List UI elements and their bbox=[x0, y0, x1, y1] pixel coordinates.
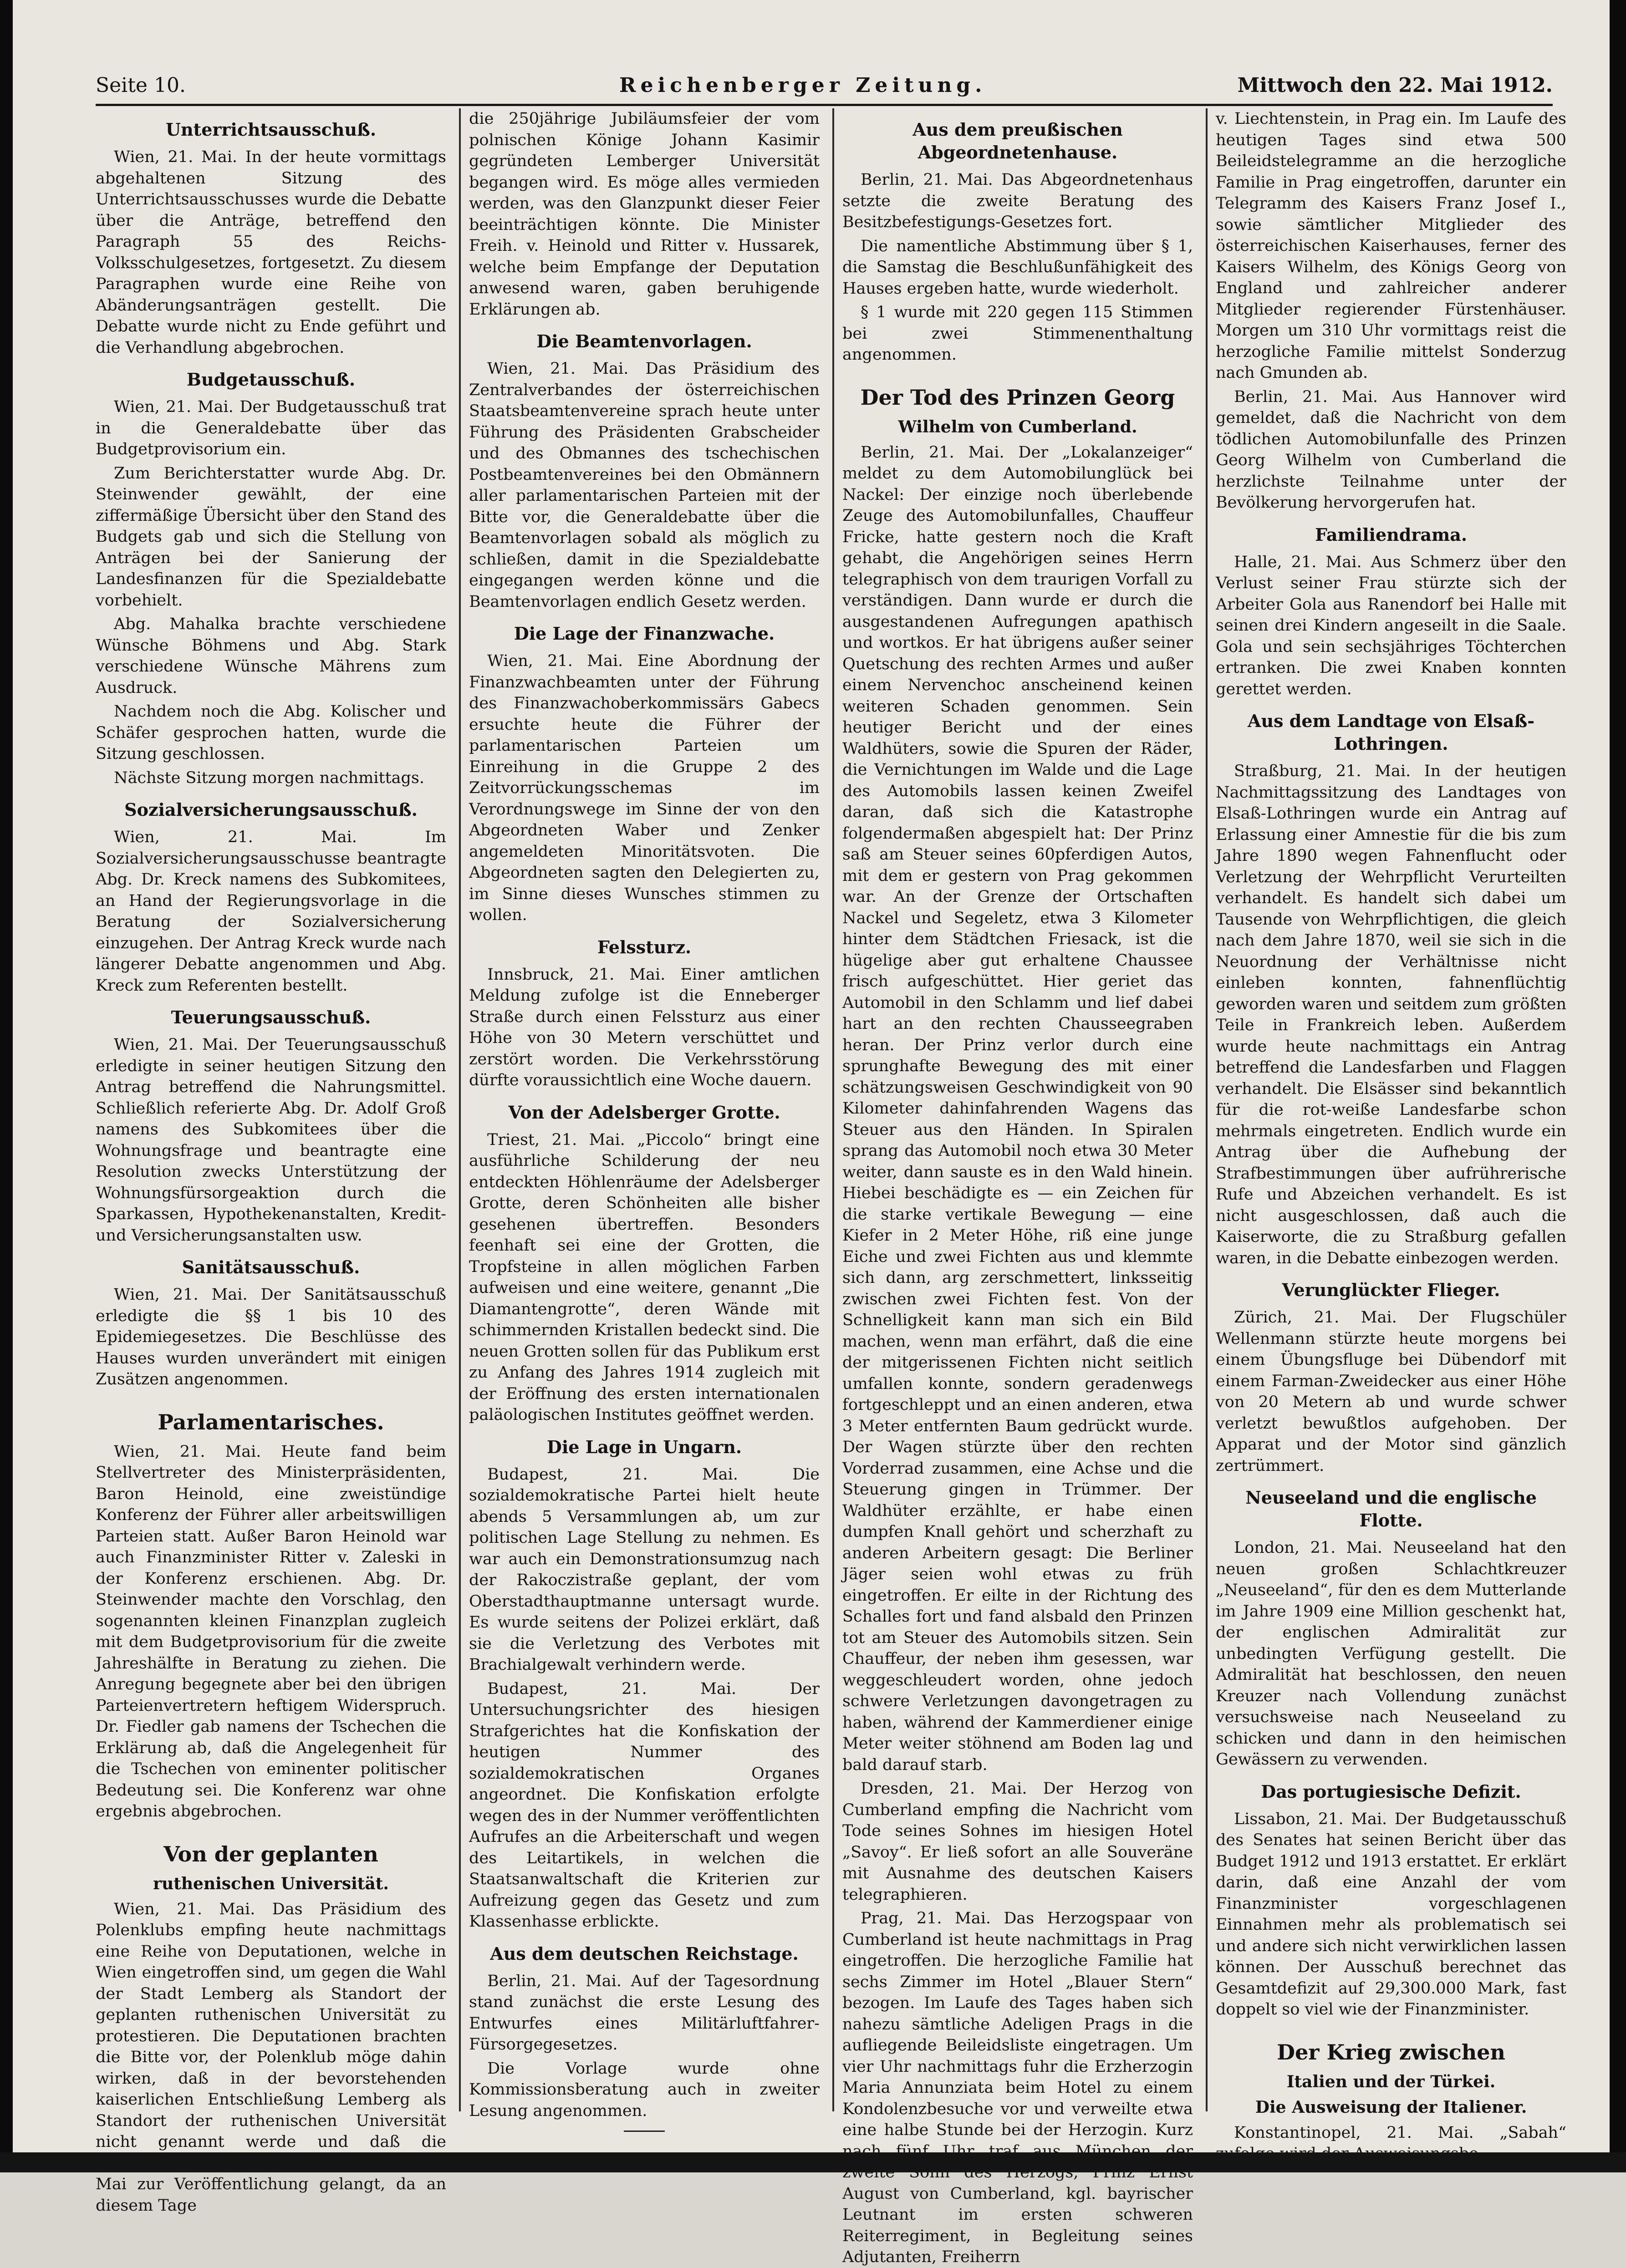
article-text: Nächste Sitzung morgen nachmittags. bbox=[114, 768, 424, 787]
column-rule bbox=[832, 108, 834, 2111]
article-text: Prag, 21. Mai. Das Herzogspaar von Cumberland ist heute nachmittags in Prag eingetroffen. Die herzogliche Familie hat sechs Zimmer im Hotel „Blauer Stern“ bezogen. Im Laufe des Tages haben sich nahezu sämtliche Adeligen Prags in die aufliegende Beileidsliste eingetragen. Um vier Uhr nachmittags fuhr die Erzherzogin Maria Annunziata beim Hotel zu einem Kondolenzbesuche vor und verweilte etwa eine halbe Stunde bei der Herzogin. Kurz nach fünf Uhr traf aus München der zweite Sohn des Herzogs, Prinz Ernst August von Cumberland, kgl. bayrischer Leutnant im ersten schweren Reiterregiment, in Begleitung seines Adjutanten, Freiherrn bbox=[842, 1909, 1193, 2266]
headline: Neuseeland und die englische Flotte. bbox=[1245, 1487, 1537, 1531]
article-text: Berlin, 21. Mai. Auf der Tagesordnung stand zunächst die erste Lesung des Entwurfes eines Militärluftfahrer-Fürsorgegesetzes. bbox=[469, 1972, 820, 2054]
article-text: Die Vorlage wurde ohne Kommissionsberatung auch in zweiter Lesung angenommen. bbox=[469, 2059, 820, 2120]
article-text: Budapest, 21. Mai. Der Untersuchungsrichter des hiesigen Strafgerichtes hat die Konfiskation der heutigen Nummer des sozialdemokratischen Organes angeordnet. Die Konfiskation erfolgte wegen des in der Nummer veröffentlichten Aufrufes an die Arbeiterschaft und wegen des Leitartikels, in welchen die Staatsanwaltschaft die Kriterien zur Aufreizung gegen das Gesetz und zum Klassenhasse erblickte. bbox=[469, 1679, 820, 1931]
article-text: Triest, 21. Mai. „Piccolo“ bringt eine ausführliche Schilderung der neu entdeckten Höhlenräume der Adelsberger Grotte, deren Schönheiten alle bisher gesehenen übertreffen. Besonders feenhaft sei eine der Grotten, die Tropfsteine in allen möglichen Farben aufweisen und eine weitere, genannt „Die Diamantengrotte“, deren Wände mit schimmernden Kristallen bedeckt sind. Die neuen Grotten sollen für das Publikum erst zu Anfang des Jahres 1914 zugleich mit der Eröffnung des ersten internationalen paläologischen Institutes geöffnet werden. bbox=[469, 1130, 820, 1424]
headline: Aus dem preußischen Abgeordnetenhause. bbox=[912, 119, 1123, 163]
scan-border-right bbox=[1610, 0, 1626, 2172]
article-text: Wien, 21. Mai. Der Teuerungsausschuß erledigte in seiner heutigen Sitzung den Antrag betreffend die Nahrungsmittel. Schließlich referierte Abg. Dr. Adolf Groß namens des Subkomitees über die Wohnungsfrage und beantragte eine Resolution zwecks Unterstützung der Wohnungsfürsorgeaktion durch die Sparkassen, Hypothekenanstalten, Kredit- und Versicherungsanstalten usw. bbox=[96, 1036, 446, 1245]
headline: Der Krieg zwischen bbox=[1277, 2039, 1505, 2065]
column-rule bbox=[459, 108, 461, 2111]
article-text: § 1 wurde mit 220 gegen 115 Stimmen bei zwei Stimmenenthaltung angenommen. bbox=[842, 303, 1193, 364]
headline: Verunglückter Flieger. bbox=[1282, 1280, 1500, 1300]
headline-line-2: Wilhelm von Cumberland. bbox=[898, 417, 1137, 437]
separator bbox=[624, 2131, 665, 2132]
article-text: Wien, 21. Mai. Das Präsidium des Polenklubs empfing heute nachmittags eine Reihe von Deputationen, welche in Wien eingetroffen sind, um gegen die Wahl der Stadt Lemberg als Standort der geplanten ruthenischen Universität zu protestieren. Die Deputationen brachten die Bitte vor, der Polenklub möge dahin wirken, daß in der bevorstehenden kaiserlichen Entschließung Lemberg als Standort der ruthenischen Universität nicht genannt werde und daß die kaiserliche Verordnung nicht vor dem 29. Mai zur Veröffentlichung gelangt, da an diesem Tage bbox=[96, 1900, 446, 2215]
column-2 bbox=[469, 108, 820, 2125]
article-text: Berlin, 21. Mai. Aus Hannover wird gemeldet, daß die Nachricht von dem tödlichen Automobilunfalle des Prinzen Georg Wilhelm von Cumberland die herzlichste Teilnahme unter der Bevölkerung hervorgerufen hat. bbox=[1216, 387, 1566, 512]
headline: Die Lage in Ungarn. bbox=[546, 1436, 742, 1457]
article-text: Wien, 21. Mai. Der Sanitätsausschuß erledigte die §§ 1 bis 10 des Epidemiegesetzes. Die Beschlüsse des Hauses wurden unverändert mit einigen Zusätzen angenommen. bbox=[96, 1286, 446, 1388]
article-text: Wien, 21. Mai. Heute fand beim Stellvertreter des Ministerpräsidenten, Baron Heinold, eine zweistündige Konferenz der Führer aller arbeitswilligen Parteien statt. Außer Baron Heinold war auch Finanzminister Ritter v. Zaleski in der Konferenz erschienen. Abg. Dr. Steinwender machte den Vorschlag, den sogenannten kleinen Finanzplan zugleich mit dem Budgetprovisorium für die zweite Jahreshälfte in Beratung zu ziehen. Die Anregung begegnete aber bei den übrigen Parteienvertretern heftigem Widerspruch. Dr. Fiedler gab namens der Tschechen die Erklärung ab, daß die Angelegenheit für die Tschechen von eminenter politischer Bedeutung sei. Die Konferenz war ohne ergebnis abgebrochen. bbox=[96, 1442, 446, 1821]
scan-border-left bbox=[0, 0, 13, 2172]
article-text: Berlin, 21. Mai. Das Abgeordnetenhaus setzte die zweite Beratung des Besitzbefestigungs-Gesetzes fort. bbox=[842, 171, 1193, 231]
article-text: Straßburg, 21. Mai. In der heutigen Nachmittagssitzung des Landtages von Elsaß-Lothringen wurde ein Antrag auf Erlassung einer Amnestie für die bis zum Jahre 1890 wegen Fahnenflucht oder Verletzung der Wehrpflicht Verurteilten verhandelt. Es handelt sich dabei um Tausende von Wehrpflichtigen, die gleich nach dem Jahre 1870, weil sie sich in die Neuordnung der Verhältnisse nicht einleben konnten, fahnenflüchtig geworden waren und seitdem zum größten Teile in Frankreich leben. Außerdem wurde heute nachmittags ein Antrag betreffend die Landesfarben und Flaggen verhandelt. Die Elsässer sind bekanntlich für die rot-weiße Landesfarbe schon mehrmals eingetreten. Endlich wurde ein Antrag über die Aufhebung der Strafbestimmungen über aufrührerische Rufe und Abzeichen verhandelt. Es ist nicht ausgeschlossen, daß auch die Kaiserworte, die zu Straßburg gefallen waren, in die Debatte einbezogen werden. bbox=[1216, 762, 1566, 1267]
headline: Die Beamtenvorlagen. bbox=[536, 331, 752, 351]
headline: Teuerungsausschuß. bbox=[171, 1007, 371, 1027]
article-text: London, 21. Mai. Neuseeland hat den neuen großen Schlachtkreuzer „Neuseeland“, für den es dem Mutterlande im Jahre 1909 eine Million geschenkt hat, der englischen Admiralität zur unbedingten Verfügung gestellt. Die Admiralität hat beschlossen, den neuen Kreuzer nach Vollendung zunächst versuchsweise nach Neuseeland zu schicken und dann in den heimischen Gewässern zu verwenden. bbox=[1216, 1539, 1566, 1769]
article-text: Konstantinopel, 21. Mai. „Sabah“ zufolge wird der Ausweisungsbe- bbox=[1216, 2123, 1566, 2163]
headline: Die Lage der Finanzwache. bbox=[514, 623, 775, 644]
article-text: Lissabon, 21. Mai. Der Budgetausschuß des Senates hat seinen Bericht über das Budget 1912 und 1913 erstattet. Er erklärt darin, daß eine Anzahl der vom Finanzminister vorgeschlagenen Einnahmen mehr als problematisch sei und andere sich nicht verwirklichen lassen können. Der Ausschuß berechnet das Gesamtdefizit auf 29,300.000 Mark, fast doppelt so viel wie der Finanzminister. bbox=[1216, 1810, 1566, 2019]
article-text: Innsbruck, 21. Mai. Einer amtlichen Meldung zufolge ist die Enneberger Straße durch einen Felssturz aus einer Höhe von 30 Metern verschüttet und zerstört worden. Die Verkehrsstörung dürfte voraussichtlich eine Woche dauern. bbox=[469, 965, 820, 1089]
headline: Parlamentarisches. bbox=[158, 1409, 384, 1434]
headline: Von der Adelsberger Grotte. bbox=[508, 1102, 780, 1123]
subheadline: Die Ausweisung der Italiener. bbox=[1255, 2097, 1527, 2117]
page-header bbox=[96, 67, 1553, 106]
article-text: Wien, 21. Mai. Im Sozialversicherungsausschusse beantragte Abg. Dr. Kreck namens des Subkomitees, an Hand der Regierungsvorlage in die Beratung der Sozialversicherung einzugehen. Der Antrag Kreck wurde nach längerer Debatte angenommen und Abg. Kreck zum Referenten bestellt. bbox=[96, 828, 446, 995]
article-text: Abg. Mahalka brachte verschiedene Wünsche Böhmens und Abg. Stark verschiedene Wünsche Mährens zum Ausdruck. bbox=[96, 615, 446, 697]
headline: Budgetausschuß. bbox=[186, 369, 356, 390]
article-text: Wien, 21. Mai. Eine Abordnung der Finanzwachbeamten unter der Führung des Finanzwachoberkommissärs Gabecs ersuchte heute die Führer der parlamentarischen Parteien um Einreihung in die Gruppe 2 des Zeitvorrückungsschemas im Verordnungswege im Sinne der von den Abgeordneten Waber und Zenker angemeldeten Minoritätsvoten. Die Abgeordneten sagten den Delegierten zu, im Sinne dieses Wunsches stimmen zu wollen. bbox=[469, 652, 820, 924]
headline: Familiendrama. bbox=[1315, 524, 1468, 545]
article-text: Wien, 21. Mai. Das Präsidium des Zentralverbandes der österreichischen Staatsbeamtenvereine sprach heute unter Führung des Präsidenten Grabscheider und des Obmannes des tschechischen Postbeamtenvereines bei den Obmännern aller parlamentarischen Parteien mit der Bitte vor, die Generaldebatte über die Beamtenvorlagen sobald als möglich zu schließen, damit in die Spezialdebatte eingegangen werden könne und die Beamtenvorlagen endlich Gesetz werden. bbox=[469, 360, 820, 611]
article-text: Die namentliche Abstimmung über § 1, die Samstag die Beschlußunfähigkeit des Hauses ergeben hatte, wurde wiederholt. bbox=[842, 237, 1193, 298]
headline: Sozialversicherungsausschuß. bbox=[124, 799, 418, 820]
headline: Aus dem deutschen Reichstage. bbox=[490, 1943, 799, 1964]
newspaper-title: Reichenberger Zeitung. bbox=[619, 74, 987, 97]
article-text: Dresden, 21. Mai. Der Herzog von Cumberland empfing die Nachricht vom Tode seines Sohnes im hiesigen Hotel „Savoy“. Er ließ sofort an alle Souveräne mit Ausnahme des deutschen Kaisers telegraphieren. bbox=[842, 1780, 1193, 1904]
article-text: Budapest, 21. Mai. Die sozialdemokratische Partei hielt heute abends 5 Versammlungen ab, um zur politischen Lage Stellung zu nehmen. Es war auch ein Demonstrationsumzug nach der Rakoczistraße geplant, der vom Oberstadthauptmanne untersagt wurde. Es wurde seitens der Polizei erklärt, daß sie die Verletzung des Verbotes mit Brachialgewalt verhindern werde. bbox=[469, 1465, 820, 1674]
page-number: Seite 10. bbox=[96, 74, 186, 97]
column-1 bbox=[96, 108, 446, 2215]
article-text: v. Liechtenstein, in Prag ein. Im Laufe des heutigen Tages sind etwa 500 Beileidstelegramme an die herzogliche Familie in Prag eingetroffen, darunter ein Telegramm des Kaisers Franz Josef I., sowie sämtlicher Mitglieder des österreichischen Kaiserhauses, ferner des Kaisers Wilhelm, des Königs Georg von England und zahlreicher anderer Mitglieder regierender Fürstenhäuser. Morgen um 310 Uhr vormittags reist die herzogliche Familie mittelst Sonderzug nach Gmunden ab. bbox=[1216, 110, 1566, 382]
headline: Unterrichtsausschuß. bbox=[165, 119, 377, 140]
column-rule bbox=[1206, 108, 1208, 2111]
issue-date: Mittwoch den 22. Mai 1912. bbox=[1237, 74, 1553, 97]
headline-line-2: ruthenischen Universität. bbox=[153, 1874, 389, 1893]
column-4 bbox=[1216, 108, 1566, 2163]
headline: Aus dem Landtage von Elsaß-Lothringen. bbox=[1248, 711, 1534, 754]
headline: Das portugiesische Defizit. bbox=[1261, 1781, 1521, 1802]
article-text: Berlin, 21. Mai. Der „Lokalanzeiger“ meldet zu dem Automobilunglück bei Nackel: Der einzige noch überlebende Zeuge des Automobilunfalles, Chauffeur Fricke, hatte gestern noch die Kraft gehabt, die Angehörigen seines Herrn telegraphisch von dem traurigen Vorfall zu verständigen. Dann wurde er durch die ausgestandenen Aufregungen apathisch und wortkos. Er hat übrigens außer seiner Quetschung des rechten Armes und außer einem Nervenchoc anscheinend keinen weiteren Schaden genommen. Sein heutiger Bericht und der eines Waldhüters, sowie die Spuren der Räder, die Vernichtungen im Walde und die Lage des Automobils lassen keinen Zweifel daran, daß sich die Katastrophe folgendermaßen abgespielt hat: Der Prinz saß am Steuer seines 60pferdigen Autos, mit dem er gestern von Prag gekommen war. An der Grenze der Ortschaften Nackel und Segeletz, etwa 3 Kilometer hinter dem Städtchen Friesack, ist die hügelige aber gut erhaltene Chaussee frisch aufgeschüttet. Hier geriet das Automobil in den Schlamm und lief dabei hart an den rechten Chausseegraben heran. Der Prinz verlor durch eine sprunghafte Bewegung des mit einer schätzungsweisen Geschwindigkeit von 90 Kilometer dahinfahrenden Wagens das Steuer aus den Händen. In Spiralen sprang das Automobil noch etwa 30 Meter weiter, dann sauste es in den Wald hinein. Hiebei beschädigte es — ein Zeichen für die starke vertikale Bewegung — eine Kiefer in 2 Meter Höhe, riß eine junge Eiche und zwei Fichten aus und klemmte sich dann, arg zerschmettert, linksseitig zwischen zwei Fichten fest. Von der Schnelligkeit kann man sich ein Bild machen, wenn man erfährt, daß die eine der mitgerissenen Fichten nicht seitlich umfallen konnte, sondern geradenwegs fortgeschleppt und an einen anderen, etwa 3 Meter entfernten Baum gedrückt wurde. Der Wagen stürzte über den rechten Vorderrad zusammen, eine Achse und die Steuerung gingen in Trümmer. Der Waldhüter erzählte, er habe einen dumpfen Knall gehört und scherzhaft zu anderen Arbeitern gesagt: Die Berliner Jäger seien wohl etwas zu früh eingetroffen. Er eilte in der Richtung des Schalles fort und fand alsbald den Prinzen tot am Steuer des Automobils sitzen. Sein Chauffeur, der neben ihm gesessen, war weggeschleudert worden, ohne jedoch schwere Verletzungen davongetragen zu haben, während der Kammerdiener einige Meter weiter stöhnend am Boden lag und bald darauf starb. bbox=[842, 443, 1193, 1774]
article-text: Zürich, 21. Mai. Der Flugschüler Wellenmann stürzte heute morgens bei einem Übungsfluge bei Dübendorf mit einem Farman-Zweidecker aus einer Höhe von 20 Metern ab und wurde schwer verletzt bewußtlos aufgehoben. Der Apparat und der Motor sind gänzlich zertrümmert. bbox=[1216, 1308, 1566, 1475]
article-text: Wien, 21. Mai. In der heute vormittags abgehaltenen Sitzung des Unterrichtsausschusses wurde die Debatte über die Anträge, betreffend den Paragraph 55 des Reichs-Volksschulgesetzes, fortgesetzt. Zu diesem Paragraphen wurde eine Reihe von Abänderungsanträgen gestellt. Die Debatte wurde nicht zu Ende geführt und die Verhandlung abgebrochen. bbox=[96, 148, 446, 357]
headline: Von der geplanten bbox=[163, 1841, 378, 1866]
headline: Der Tod des Prinzen Georg bbox=[860, 385, 1175, 410]
column-3 bbox=[842, 108, 1193, 2266]
article-text: Halle, 21. Mai. Aus Schmerz über den Verlust seiner Frau stürzte sich der Arbeiter Gola aus Ranendorf bei Halle mit seinen drei Kindern angeseilt in die Saale. Gola und sein sechsjähriges Töchterchen ertranken. Die zwei Knaben konnten gerettet werden. bbox=[1216, 553, 1566, 698]
article-text: Wien, 21. Mai. Der Budgetausschuß trat in die Generaldebatte über das Budgetprovisorium ein. bbox=[96, 398, 446, 458]
headline: Sanitätsausschuß. bbox=[182, 1257, 360, 1277]
headline-line-2: Italien und der Türkei. bbox=[1286, 2072, 1496, 2091]
article-text: die 250jährige Jubiläumsfeier der vom polnischen Könige Johann Kasimir gegründeten Lemberger Universität begangen wird. Es möge alles vermieden werden, was den Glanzpunkt dieser Feier beeinträchtigen könnte. Die Minister Freih. v. Heinold und Ritter v. Hussarek, welche beim Empfange der Deputation anwesend waren, gaben beruhigende Erklärungen ab. bbox=[469, 110, 820, 319]
article-text: Nachdem noch die Abg. Kolischer und Schäfer gesprochen hatten, wurde die Sitzung geschlossen. bbox=[96, 702, 446, 763]
article-text: Zum Berichterstatter wurde Abg. Dr. Steinwender gewählt, der eine ziffermäßige Übersicht über den Stand des Budgets gab und sich die Stellung von Anträgen bei der Sanierung der Landesfinanzen für die Spezialdebatte vorbehielt. bbox=[96, 464, 446, 610]
headline: Felssturz. bbox=[597, 936, 692, 957]
